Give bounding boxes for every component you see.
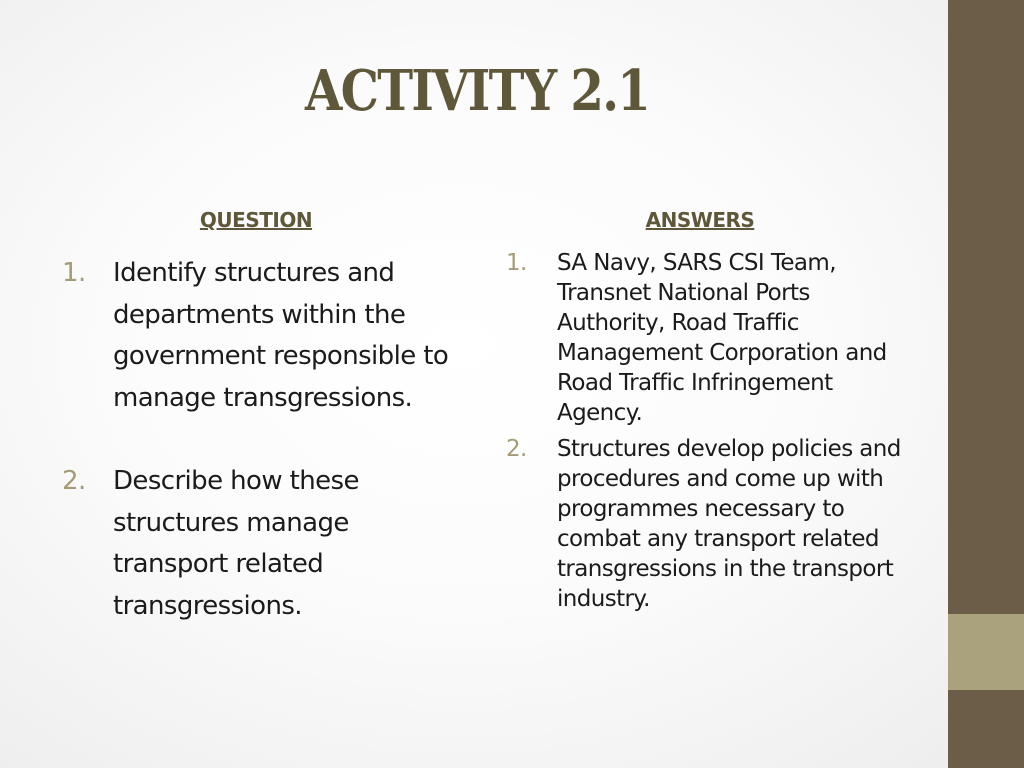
question-number: 1. [62, 258, 86, 288]
question-text: Identify structures and departments within the government responsible to manage transgressions. [113, 258, 449, 413]
answer-text: SA Navy, SARS CSI Team, Transnet National Ports Authority, Road Traffic Management Corporation and Road Traffic Infringement Agency. [557, 250, 887, 426]
slide-title: ACTIVITY 2.1 [304, 58, 650, 124]
question-header: QUESTION [199, 208, 313, 232]
answer-item [506, 248, 906, 428]
answer-number: 2. [506, 436, 527, 462]
question-list [62, 253, 462, 627]
answers-header: ANSWERS [645, 208, 755, 232]
question-item [62, 461, 462, 627]
answer-item [506, 434, 906, 614]
answer-number: 1. [506, 250, 527, 276]
answer-list [506, 248, 906, 614]
decorative-sidebar-accent [948, 614, 1024, 690]
question-number: 2. [62, 466, 86, 496]
answer-text: Structures develop policies and procedures and come up with programmes necessary to combat any transport related transgressions in the transport industry. [557, 436, 901, 612]
question-text: Describe how these structures manage transport related transgressions. [113, 466, 359, 621]
question-item [62, 253, 462, 419]
